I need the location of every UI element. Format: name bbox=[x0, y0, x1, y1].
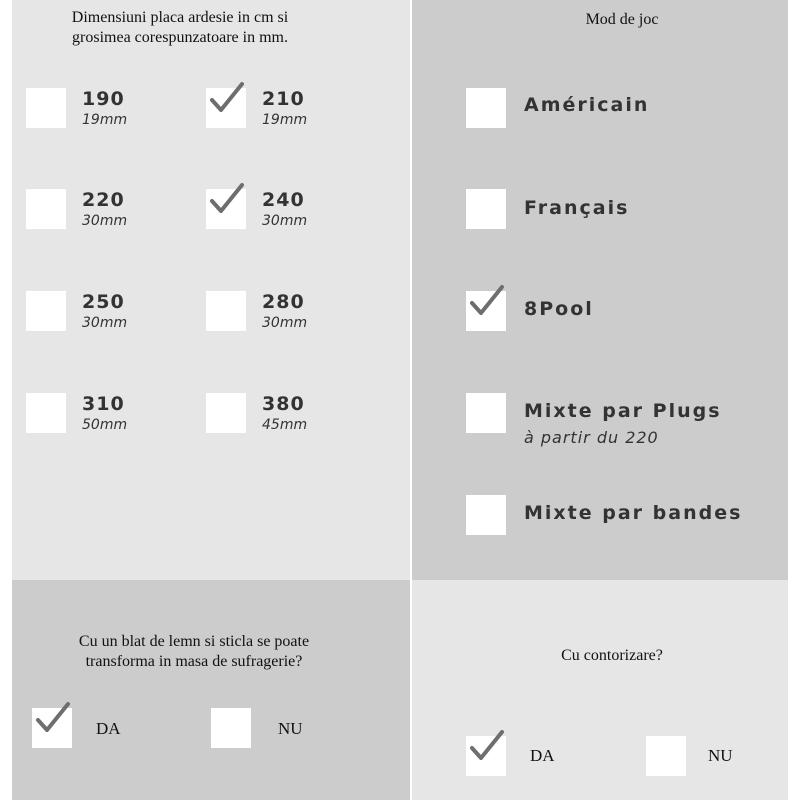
mode-americain-label: Américain bbox=[524, 94, 650, 116]
game-mode-heading: Mod de joc bbox=[585, 11, 659, 28]
mode-francais-label: Français bbox=[524, 197, 630, 219]
checkmark-icon bbox=[468, 728, 504, 764]
mode-mixte-plugs-note: à partir du 220 bbox=[524, 428, 659, 447]
slate-size-panel bbox=[12, 0, 410, 580]
size-310-label: 310 bbox=[82, 393, 125, 415]
checkmark-icon bbox=[468, 283, 504, 319]
mode-americain-checkbox[interactable] bbox=[466, 88, 506, 128]
checkmark-icon bbox=[208, 80, 244, 116]
size-210-label: 210 bbox=[262, 88, 305, 110]
counter-yes-label: DA bbox=[530, 746, 555, 765]
size-250-thickness: 30mm bbox=[82, 315, 128, 331]
size-240-checkbox[interactable] bbox=[206, 189, 246, 229]
table-no-label: NU bbox=[278, 719, 303, 738]
size-240-label: 240 bbox=[262, 189, 305, 211]
checkmark-icon bbox=[208, 181, 244, 217]
size-250-checkbox[interactable] bbox=[26, 291, 66, 331]
counter-no-label: NU bbox=[708, 746, 733, 765]
size-220-checkbox[interactable] bbox=[26, 189, 66, 229]
counter-panel bbox=[412, 580, 788, 800]
size-280-checkbox[interactable] bbox=[206, 291, 246, 331]
table-no-checkbox[interactable] bbox=[211, 708, 251, 748]
slate-size-heading-line1: Dimensiuni placa ardesie in cm si bbox=[71, 9, 289, 26]
size-310-thickness: 50mm bbox=[82, 417, 128, 433]
dining-table-panel bbox=[12, 580, 410, 800]
slate-size-heading bbox=[30, 8, 330, 48]
counter-no-checkbox[interactable] bbox=[646, 736, 686, 776]
table-yes-checkbox[interactable] bbox=[32, 708, 72, 748]
dining-table-question-line2: transforma in masa de sufragerie? bbox=[85, 653, 303, 670]
mode-8pool-checkbox[interactable] bbox=[466, 291, 506, 331]
table-yes-label: DA bbox=[96, 719, 121, 738]
checkmark-icon bbox=[34, 700, 70, 736]
size-220-thickness: 30mm bbox=[82, 213, 128, 229]
size-240-thickness: 30mm bbox=[262, 213, 308, 229]
size-280-label: 280 bbox=[262, 291, 305, 313]
size-380-checkbox[interactable] bbox=[206, 393, 246, 433]
mode-mixte-bandes-checkbox[interactable] bbox=[466, 495, 506, 535]
game-mode-panel bbox=[412, 0, 788, 580]
mode-mixte-bandes-label: Mixte par bandes bbox=[524, 502, 743, 524]
counter-yes-checkbox[interactable] bbox=[466, 736, 506, 776]
size-190-checkbox[interactable] bbox=[26, 88, 66, 128]
size-280-thickness: 30mm bbox=[262, 315, 308, 331]
size-380-label: 380 bbox=[262, 393, 305, 415]
dining-table-question-line1: Cu un blat de lemn si sticla se poate bbox=[78, 633, 310, 650]
size-190-label: 190 bbox=[82, 88, 125, 110]
size-190-thickness: 19mm bbox=[82, 112, 128, 128]
size-310-checkbox[interactable] bbox=[26, 393, 66, 433]
size-210-thickness: 19mm bbox=[262, 112, 308, 128]
mode-mixte-plugs-label: Mixte par Plugs bbox=[524, 400, 722, 422]
mode-francais-checkbox[interactable] bbox=[466, 189, 506, 229]
slate-size-heading-line2: grosimea corespunzatoare in mm. bbox=[72, 29, 288, 46]
mode-8pool-label: 8Pool bbox=[524, 298, 594, 320]
size-250-label: 250 bbox=[82, 291, 125, 313]
size-220-label: 220 bbox=[82, 189, 125, 211]
mode-mixte-plugs-checkbox[interactable] bbox=[466, 393, 506, 433]
dining-table-question bbox=[34, 632, 354, 672]
size-210-checkbox[interactable] bbox=[206, 88, 246, 128]
size-380-thickness: 45mm bbox=[262, 417, 308, 433]
counter-question: Cu contorizare? bbox=[561, 647, 663, 664]
